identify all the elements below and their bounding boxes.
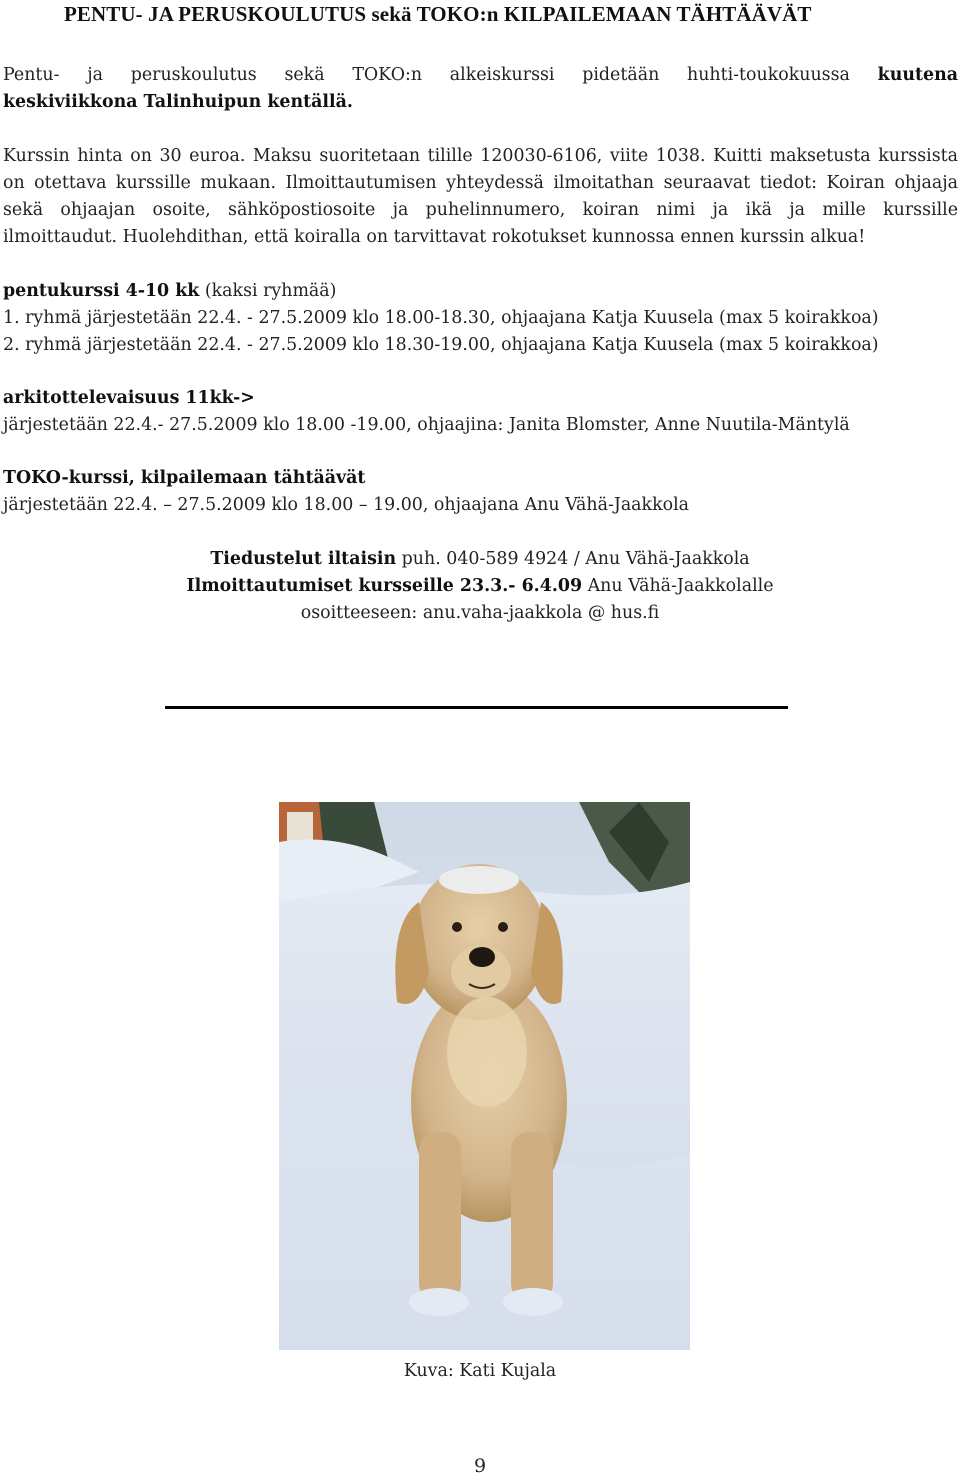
photo-caption: Kuva: Kati Kujala	[403, 1361, 557, 1381]
toko-course-title	[3, 465, 958, 492]
contact-bold-1: Tiedustelut iltaisin	[210, 549, 397, 569]
toko-title-bold: TOKO-kurssi, kilpailemaan tähtäävät	[3, 468, 366, 488]
intro-line-2	[3, 89, 958, 116]
intro-line-1	[3, 62, 958, 89]
everyday-course-title	[3, 385, 958, 412]
puppy-title-bold: pentukurssi 4-10 kk	[3, 281, 200, 301]
intro-text: Pentu- ja peruskoulutus sekä TOKO:n alkeiskurssi pidetään huhti-toukokuussa	[3, 65, 850, 85]
toko-schedule: järjestetään 22.4. – 27.5.2009 klo 18.00 – 19.00, ohjaajana Anu Vähä-Jaakkola	[3, 495, 690, 515]
horizontal-divider	[165, 706, 788, 709]
puppy-title-note: (kaksi ryhmää)	[199, 281, 337, 301]
contact-email: osoitteeseen: anu.vaha-jaakkola @ hus.fi	[300, 603, 660, 623]
everyday-schedule: järjestetään 22.4.- 27.5.2009 klo 18.00 -19.00, ohjaajina: Janita Blomster, Anne Nuutila-Mäntylä	[3, 415, 850, 435]
info-line-3: sekä ohjaajan osoite, sähköpostiosoite ja puhelinnumero, koiran nimi ja ikä ja mille kurssille	[3, 200, 958, 220]
info-line-2: on otettava kurssille mukaan. Ilmoittautumisen yhteydessä ilmoitathan seuraavat tiedot: Koiran ohjaaja	[3, 173, 958, 193]
contact-registration-name: Anu Vähä-Jaakkolalle	[582, 576, 774, 596]
info-line-4: ilmoittaudut. Huolehdithan, että koiralla on tarvittavat rokotukset kunnossa ennen kurssin alkua!	[3, 227, 866, 247]
everyday-title-bold: arkitottelevaisuus 11kk->	[3, 388, 255, 408]
dog-in-snow-photo	[279, 802, 690, 1350]
puppy-course-title	[3, 278, 958, 305]
info-line-1: Kurssin hinta on 30 euroa. Maksu suoritetaan tilille 120030-6106, viite 1038. Kuitti maksetusta kurssista	[3, 146, 958, 166]
puppy-group-2: 2. ryhmä järjestetään 22.4. - 27.5.2009 klo 18.30-19.00, ohjaajana Katja Kuusela (max 5 koirakkoa)	[3, 335, 879, 355]
intro-bold-2: keskiviikkona Talinhuipun kentällä.	[3, 92, 353, 112]
page-title: PENTU- JA PERUSKOULUTUS sekä TOKO:n KILPAILEMAAN TÄHTÄÄVÄT	[64, 2, 812, 26]
page-number: 9	[473, 1455, 487, 1477]
contact-line-1	[0, 546, 960, 573]
contact-phone: puh. 040-589 4924 / Anu Vähä-Jaakkola	[396, 549, 750, 569]
contact-line-2	[0, 573, 960, 600]
contact-bold-2: Ilmoittautumiset kursseille 23.3.- 6.4.09	[186, 576, 583, 596]
intro-bold-1: kuutena	[877, 65, 958, 85]
puppy-group-1: 1. ryhmä järjestetään 22.4. - 27.5.2009 klo 18.00-18.30, ohjaajana Katja Kuusela (max 5 koirakkoa)	[3, 308, 879, 328]
